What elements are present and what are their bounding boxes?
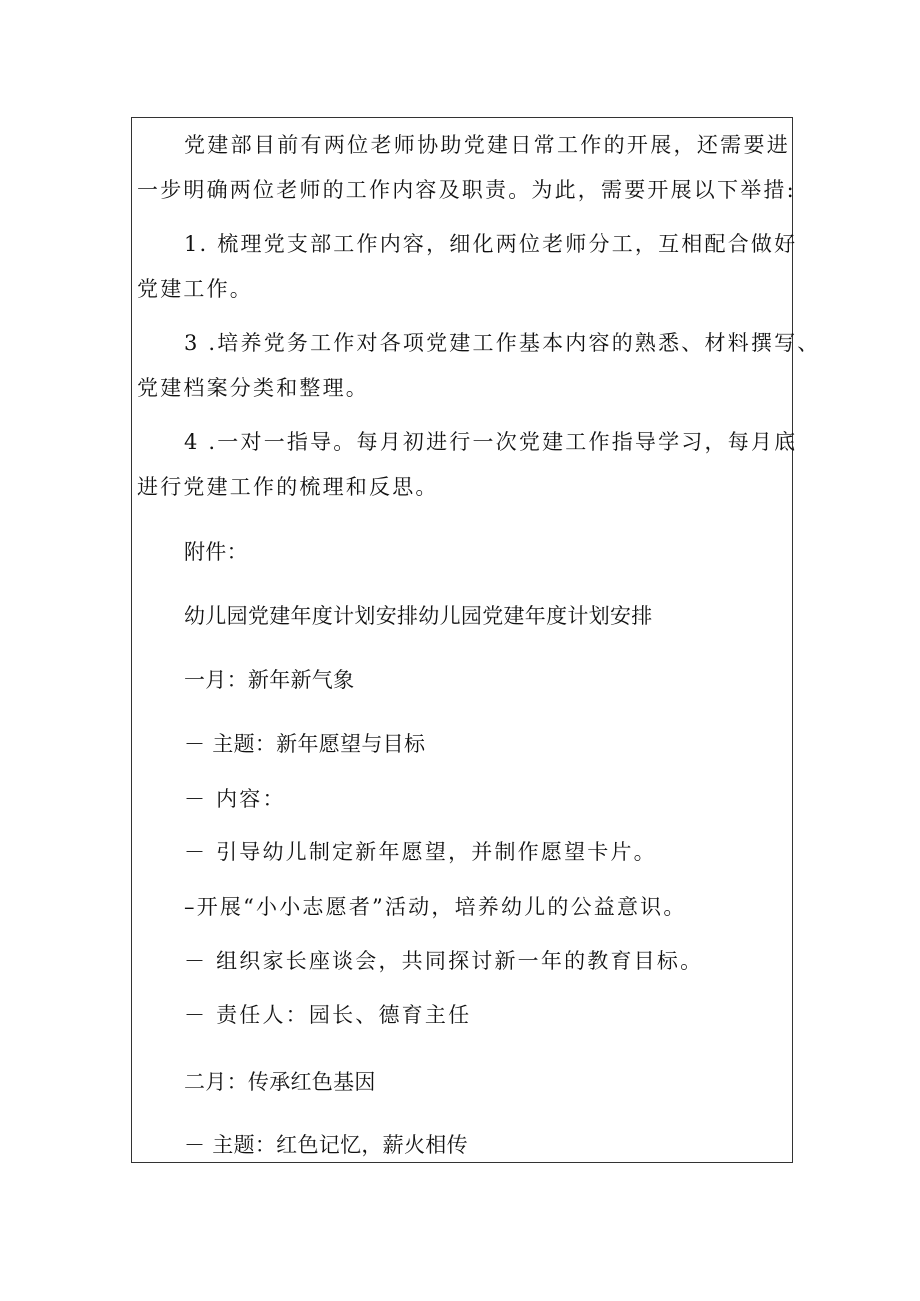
paragraph-2-line-2: 党建工作。 — [137, 277, 253, 301]
paragraph-1-line-1: 党建部目前有两位老师协助党建日常工作的开展，还需要进 — [184, 133, 790, 157]
february-heading: 二月：传承红色基因 — [184, 1070, 376, 1094]
paragraph-3-line-2: 党建档案分类和整理。 — [137, 376, 369, 400]
january-item-3: － 组织家长座谈会，共同探讨新一年的教育目标。 — [184, 949, 704, 973]
january-theme: － 主题：新年愿望与目标 — [184, 732, 426, 756]
january-item-1: － 引导幼儿制定新年愿望，并制作愿望卡片。 — [184, 840, 657, 864]
january-content-label: － 内容： — [184, 787, 286, 811]
paragraph-4-line-2: 进行党建工作的梳理和反思。 — [137, 475, 439, 499]
paragraph-1-line-2: 一步明确两位老师的工作内容及职责。为此，需要开展以下举措: — [137, 178, 796, 202]
plan-title: 幼儿园党建年度计划安排幼儿园党建年度计划安排 — [184, 604, 653, 628]
january-item-2: –开展“小小志愿者”活动，培养幼儿的公益意识。 — [184, 895, 687, 919]
attachment-label: 附件： — [184, 540, 248, 564]
january-responsible: － 责任人：园长、德育主任 — [184, 1003, 472, 1027]
january-heading: 一月：新年新气象 — [184, 668, 355, 692]
february-theme: － 主题：红色记忆，薪火相传 — [184, 1133, 468, 1157]
paragraph-2-line-1: 1. 梳理党支部工作内容，细化两位老师分工，互相配合做好 — [184, 232, 798, 256]
paragraph-4-line-1: 4 .一对一指导。每月初进行一次党建工作指导学习，每月底 — [184, 430, 798, 454]
paragraph-3-line-1: 3 .培养党务工作对各项党建工作基本内容的熟悉、材料撰写、 — [184, 331, 821, 355]
